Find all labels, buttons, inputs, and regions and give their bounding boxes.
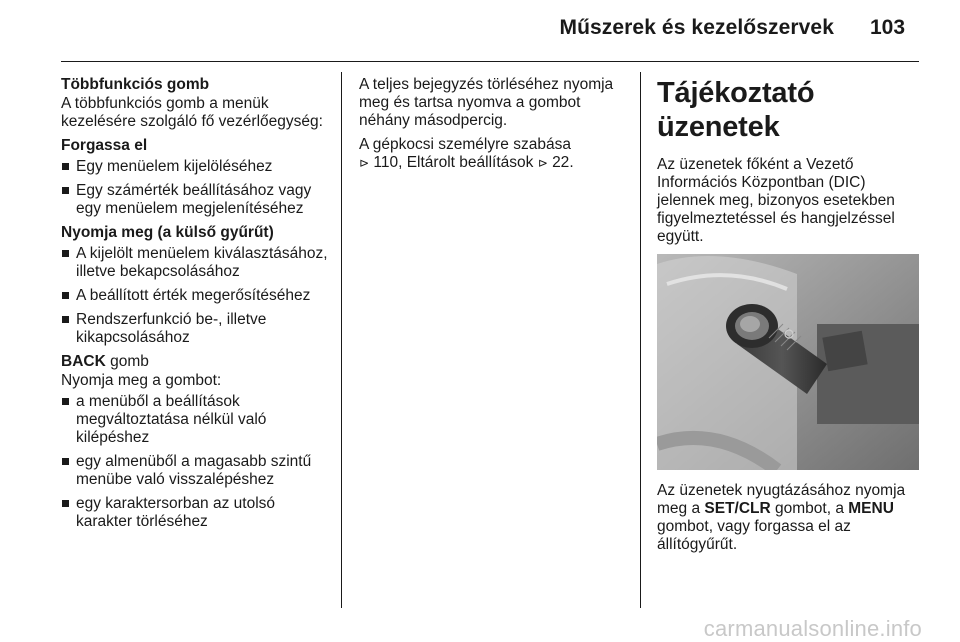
page-ref-22: 22 — [552, 154, 570, 171]
list-item: Rendszerfunkció be-, illetve kikapcsolásához — [61, 311, 331, 347]
list-item: egy almenüből a magasabb szintű menübe való visszalépéshez — [61, 453, 331, 489]
back-intro: Nyomja meg a gombot: — [61, 372, 222, 389]
multifunction-knob-intro: A többfunkciós gomb a menük kezelésére szolgáló fő vezérlőegység: — [61, 95, 323, 130]
column-divider-left — [341, 72, 342, 608]
list-item: A beállított érték megerősítéséhez — [61, 287, 331, 305]
page-number: 103 — [870, 16, 906, 39]
page-header-title: Műszerek és kezelőszervek — [559, 16, 834, 39]
list-item: Egy menüelem kijelöléséhez — [61, 158, 331, 176]
multifunction-knob-heading: Többfunkciós gomb — [61, 76, 210, 93]
list-item: A kijelölt menüelem kiválasztásához, illetve bekapcsolásához — [61, 245, 331, 281]
back-suffix: gomb — [105, 353, 149, 370]
stalk-photo — [657, 254, 919, 470]
set-clr-button-label: SET/CLR — [704, 500, 771, 517]
list-item: Egy számérték beállításához vagy egy menüelem megjelenítéséhez — [61, 182, 331, 218]
press-heading: Nyomja meg (a külső gyűrűt) — [61, 224, 274, 241]
ack-suffix: gombot, vagy forgassa el az állítógyűrűt. — [657, 518, 851, 553]
cross-reference-paragraph: A gépkocsi személyre szabása ⊳ 110, Eltárolt beállítások ⊳ 22. — [359, 136, 574, 171]
delete-entry-paragraph: A teljes bejegyzés törléséhez nyomja meg és tartsa nyomva a gombot néhány másodpercig. — [359, 76, 614, 129]
list-item: egy karaktersorban az utolsó karakter törléséhez — [61, 495, 331, 531]
column-1 — [61, 76, 331, 537]
acknowledge-paragraph — [657, 482, 921, 554]
messages-intro: Az üzenetek főként a Vezető Információs Központban (DIC) jelennek meg, bizonyos esetekben figyelmeztetéssel és hangjelzéssel együtt. — [657, 156, 895, 245]
column-2 — [359, 76, 629, 178]
personalisation-text: A gépkocsi személyre szabása — [359, 136, 571, 153]
column-divider-right — [640, 72, 641, 608]
list-item: a menüből a beállítások megváltoztatása nélkül való kilépéshez — [61, 393, 331, 447]
stored-settings-text: Eltárolt beállítások — [406, 154, 534, 171]
ack-prefix: Az üzenetek nyugtázásához nyomja meg a — [657, 482, 906, 517]
back-label: BACK — [61, 353, 106, 370]
page-ref-110: 110 — [373, 154, 399, 171]
page-ref-arrow-icon: ⊳ — [359, 156, 370, 170]
menu-button-label: MENU — [848, 500, 894, 517]
column-3 — [657, 72, 921, 560]
page-ref-arrow-icon: ⊳ — [537, 156, 548, 170]
stalk-photo-illustration — [657, 254, 919, 470]
rotate-list — [61, 158, 331, 218]
watermark: carmanualsonline.info — [703, 616, 922, 641]
header-rule — [61, 61, 919, 62]
section-title: Tájékoztató üzenetek — [657, 77, 815, 143]
press-list — [61, 245, 331, 347]
ack-middle: gombot, a — [770, 500, 849, 517]
back-list — [61, 393, 331, 531]
back-button-heading — [61, 353, 331, 371]
rotate-heading: Forgassa el — [61, 137, 148, 154]
